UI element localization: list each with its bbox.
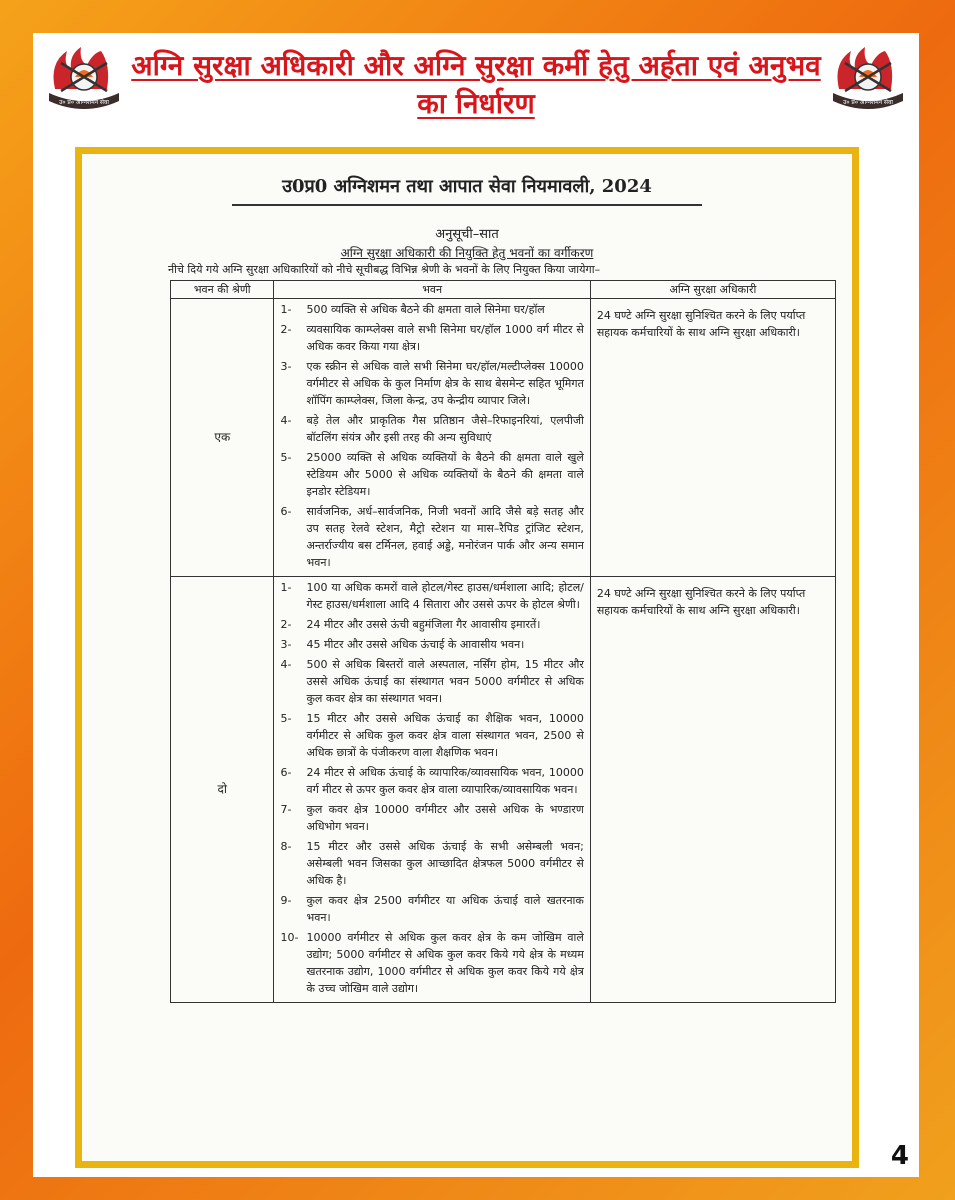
item-text: 15 मीटर और उससे अधिक ऊंचाई के सभी असेम्बली भवन; असेम्बली भवन जिसका कुल आच्छादित क्षेत्रफल 5000 वर्गमीटर से अधिक है। bbox=[306, 840, 584, 887]
content-card bbox=[33, 33, 919, 1177]
list-item bbox=[280, 710, 583, 761]
scanned-document bbox=[82, 154, 852, 1161]
item-text: व्यवसायिक काम्प्लेक्स वाले सभी सिनेमा घर/हॉल 1000 वर्ग मीटर से अधिक कवर किया गया क्षेत्र। bbox=[306, 323, 584, 353]
buildings-cell bbox=[274, 577, 590, 1003]
item-number: 1- bbox=[280, 303, 292, 316]
item-text: 500 से अधिक बिस्तरों वाले अस्पताल, नर्सिंग होम, 15 मीटर और उससे अधिक ऊंचाई का संस्थागत भवन 5000 वर्गमीटर से अधिक कुल कवर क्षेत्र का संस्थागत भवन। bbox=[306, 658, 584, 705]
category-cell: एक bbox=[171, 299, 274, 577]
item-text: एक स्क्रीन से अधिक वाले सभी सिनेमा घर/हॉल/मल्टीप्लेक्स 10000 वर्गमीटर से अधिक के कुल निर्माण क्षेत्र के साथ बेसमेन्ट सहित भूमिगत शॉपिंग काम्प्लेक्स, जिला केन्द्र, उप केन्द्रीय व्यापार जिले। bbox=[306, 360, 584, 407]
classification-heading: अग्नि सुरक्षा अधिकारी की नियुक्ति हेतु भवनों का वर्गीकरण bbox=[340, 246, 594, 260]
item-number: 3- bbox=[280, 360, 292, 373]
column-header: अग्नि सुरक्षा अधिकारी bbox=[590, 281, 835, 299]
svg-text:उ० प्र० अग्निशमन सेवा: उ० प्र० अग्निशमन सेवा bbox=[843, 99, 893, 106]
item-text: 25000 व्यक्ति से अधिक व्यक्तियों के बैठने की क्षमता वाले खुले स्टेडियम और 5000 से अधिक व्यक्तियों के बैठने की क्षमता वाले इनडोर स्टेडियम। bbox=[306, 451, 584, 498]
item-number: 8- bbox=[280, 840, 292, 853]
item-number: 4- bbox=[280, 658, 292, 671]
item-text: 24 मीटर और उससे ऊंची बहुमंजिला गैर आवासीय इमारतें। bbox=[306, 618, 541, 631]
document-frame bbox=[75, 147, 859, 1168]
intro-text: नीचे दिये गये अग्नि सुरक्षा अधिकारियों को नीचे सूचीबद्ध विभिन्न श्रेणी के भवनों के लिए नियुक्त किया जायेगा– bbox=[168, 263, 601, 276]
list-item bbox=[280, 892, 583, 926]
table-row bbox=[171, 299, 836, 577]
list-item bbox=[280, 929, 583, 997]
item-number: 2- bbox=[280, 618, 292, 631]
svg-text:उ० प्र० अग्निशमन सेवा: उ० प्र० अग्निशमन सेवा bbox=[59, 99, 109, 106]
item-text: 15 मीटर और उससे अधिक ऊंचाई का शैक्षिक भवन, 10000 वर्गमीटर से अधिक कुल कवर क्षेत्र वाला संस्थागत भवन, 2500 से अधिक छात्रों के पंजीकरण वाला शैक्षणिक भवन। bbox=[306, 712, 584, 759]
item-number: 2- bbox=[280, 323, 292, 336]
list-item bbox=[280, 321, 583, 355]
item-text: 45 मीटर और उससे अधिक ऊंचाई के आवासीय भवन। bbox=[306, 638, 525, 651]
list-item bbox=[280, 301, 583, 318]
item-number: 6- bbox=[280, 766, 292, 779]
item-number: 7- bbox=[280, 803, 292, 816]
list-item bbox=[280, 503, 583, 571]
officer-cell: 24 घण्टे अग्नि सुरक्षा सुनिश्चित करने के लिए पर्याप्त सहायक कर्मचारियों के साथ अग्नि सुरक्षा अधिकारी। bbox=[590, 299, 835, 577]
list-item bbox=[280, 412, 583, 446]
column-header: भवन की श्रेणी bbox=[171, 281, 274, 299]
table-header-row bbox=[171, 281, 836, 299]
page-title: अग्नि सुरक्षा अधिकारी और अग्नि सुरक्षा कर्मी हेतु अर्हता एवं अनुभव का निर्धारण bbox=[131, 49, 821, 120]
list-item bbox=[280, 616, 583, 633]
document-heading: उ0प्र0 अग्निशमन तथा आपात सेवा नियमावली, 2024 bbox=[282, 176, 652, 197]
fire-service-logo-icon bbox=[829, 43, 907, 115]
item-text: सार्वजनिक, अर्ध–सार्वजनिक, निजी भवनों आदि जैसे बड़े सतह और उप सतह रेलवे स्टेशन, मैट्रो स्टेशन या मास–रैपिड ट्रांजिट स्टेशन, अन्तर्राज्यीय बस टर्मिनल, हवाई अड्डे, मनोरंजन पार्क और अन्य समान भवन। bbox=[306, 505, 584, 569]
item-number: 10- bbox=[280, 931, 299, 944]
heading-rule bbox=[232, 204, 702, 206]
list-item bbox=[280, 656, 583, 707]
page-number: 4 bbox=[890, 1141, 909, 1171]
item-text: कुल कवर क्षेत्र 2500 वर्गमीटर या अधिक ऊंचाई वाले खतरनाक भवन। bbox=[306, 894, 584, 924]
item-text: 24 मीटर से अधिक ऊंचाई के व्यापारिक/व्यावसायिक भवन, 10000 वर्ग मीटर से ऊपर कुल कवर क्षेत्र वाला व्यापारिक/व्यावसायिक भवन। bbox=[306, 766, 584, 796]
item-number: 6- bbox=[280, 505, 292, 518]
schedule-label: अनुसूची–सात bbox=[435, 227, 499, 242]
item-text: कुल कवर क्षेत्र 10000 वर्गमीटर और उससे अधिक के भण्डारण अधिभोग भवन। bbox=[306, 803, 584, 833]
buildings-cell bbox=[274, 299, 590, 577]
list-item bbox=[280, 449, 583, 500]
item-text: 500 व्यक्ति से अधिक बैठने की क्षमता वाले सिनेमा घर/हॉल bbox=[306, 303, 545, 316]
item-number: 3- bbox=[280, 638, 292, 651]
list-item bbox=[280, 801, 583, 835]
list-item bbox=[280, 579, 583, 613]
list-item bbox=[280, 838, 583, 889]
item-number: 1- bbox=[280, 581, 292, 594]
item-number: 5- bbox=[280, 712, 292, 725]
item-text: बड़े तेल और प्राकृतिक गैस प्रतिष्ठान जैसे–रिफाइनरियां, एलपीजी बॉटलिंग संयंत्र और इसी तरह की अन्य सुविधाएं bbox=[306, 414, 584, 444]
list-item bbox=[280, 358, 583, 409]
fire-service-logo-icon bbox=[45, 43, 123, 115]
column-header: भवन bbox=[274, 281, 590, 299]
category-cell: दो bbox=[171, 577, 274, 1003]
table-row bbox=[171, 577, 836, 1003]
officer-cell: 24 घण्टे अग्नि सुरक्षा सुनिश्चित करने के लिए पर्याप्त सहायक कर्मचारियों के साथ अग्नि सुरक्षा अधिकारी। bbox=[590, 577, 835, 1003]
item-number: 9- bbox=[280, 894, 292, 907]
item-text: 10000 वर्गमीटर से अधिक कुल कवर क्षेत्र के कम जोखिम वाले उद्योग; 5000 वर्गमीटर से अधिक कुल कवर किये गये क्षेत्र के मध्यम खतरनाक उद्योग, 1000 वर्गमीटर से अधिक कुल कवर किये गये क्षेत्र के उच्च जोखिम वाले उद्योग। bbox=[306, 931, 584, 995]
item-text: 100 या अधिक कमरों वाले होटल/गेस्ट हाउस/धर्मशाला आदि; होटल/गेस्ट हाउस/धर्मशाला आदि 4 सितारा और उससे ऊपर के होटल श्रेणी। bbox=[306, 581, 584, 611]
building-classification-table bbox=[170, 280, 836, 1003]
list-item bbox=[280, 636, 583, 653]
item-number: 5- bbox=[280, 451, 292, 464]
list-item bbox=[280, 764, 583, 798]
item-number: 4- bbox=[280, 414, 292, 427]
